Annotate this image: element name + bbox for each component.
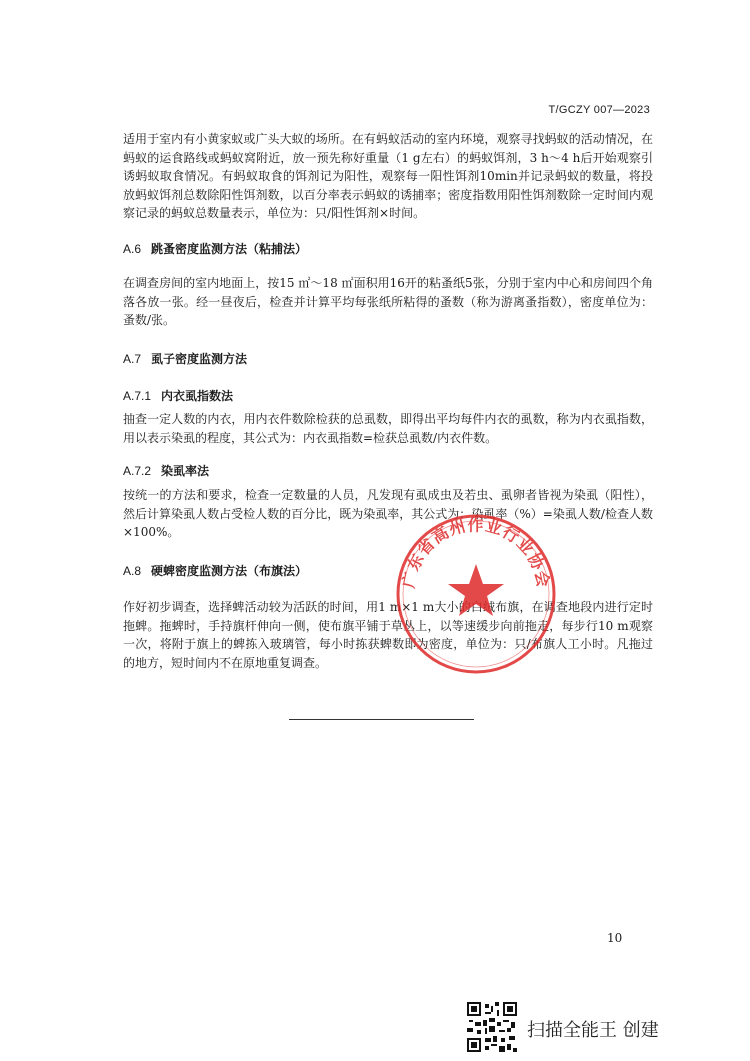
section-heading-a6 xyxy=(123,240,307,257)
section-heading-a7-2 xyxy=(123,462,209,479)
scanner-watermark: 扫描全能王 创建 xyxy=(527,1020,659,1041)
section-heading-a7 xyxy=(123,350,247,367)
section-number: A.7.2 xyxy=(123,464,152,478)
ant-method-paragraph: 适用于室内有小黄家蚁或广头大蚁的场所。在有蚂蚁活动的室内环境，观察寻找蚂蚁的活动情况，在蚂蚁的运食路线或蚂蚁窝附近，放一预先称好重量（1 g左右）的蚂蚁饵剂，3 h～4 h后开始观察引诱蚂蚁取食情况。有蚂蚁取食的饵剂记为阳性，观察每一阳性饵剂10min并记录蚂蚁的数量，将投放蚂蚁饵剂总数除阳性饵剂数，以百分率表示蚂蚁的诱捕率；密度指数用阳性饵剂数除一定时间内观察记录的蚂蚁总数量表示，单位为：只/阳性饵剂×时间。 xyxy=(123,132,653,221)
section-title: 染虱率法 xyxy=(161,464,210,478)
official-seal-stamp xyxy=(394,512,558,676)
section-number: A.7 xyxy=(123,352,142,366)
document-code: T/GCZY 007—2023 xyxy=(548,104,650,116)
section-number: A.8 xyxy=(123,564,142,578)
section-number: A.7.1 xyxy=(123,389,152,403)
section-title: 内衣虱指数法 xyxy=(161,389,234,403)
section-title: 虱子密度监测方法 xyxy=(151,352,248,366)
louse-index-paragraph: 抽查一定人数的内衣，用内衣件数除检获的总虱数，即得出平均每件内衣的虱数，称为内衣虱指数，用以表示染虱的程度，其公式为：内衣虱指数=检获总虱数/内衣件数。 xyxy=(123,412,653,445)
section-title: 跳蚤密度监测方法（粘捕法） xyxy=(151,242,308,256)
section-heading-a8 xyxy=(123,562,307,579)
section-title: 硬蜱密度监测方法（布旗法） xyxy=(151,564,308,578)
flea-method-paragraph: 在调查房间的室内地面上，按15 ㎡～18 ㎡面积用16开的粘蚤纸5张，分别于室内中心和房间四个角落各放一张。经一昼夜后，检查并计算平均每张纸所粘得的蚤数（称为游离蚤指数），密度单位为：蚤数/张。 xyxy=(123,276,653,328)
page-number: 10 xyxy=(607,931,623,945)
svg-text:广东省高州作业行业协会: 广东省高州作业行业协会 xyxy=(398,515,554,590)
section-number: A.6 xyxy=(123,242,142,256)
section-heading-a7-1 xyxy=(123,387,233,404)
qr-code-icon xyxy=(467,1002,517,1052)
end-rule-divider xyxy=(289,719,474,720)
louse-rate-paragraph: 按统一的方法和要求，检查一定数量的人员，凡发现有虱成虫及若虫、虱卵者皆视为染虱（阳性），然后计算染虱人数占受检人数的百分比，既为染虱率，其公式为：染虱率（%）=染虱人数/检查人数×100%。 xyxy=(123,488,653,540)
tick-method-paragraph: 作好初步调查，选择蜱活动较为活跃的时间，用1 m×1 m大小的白绒布旗，在调查地段内进行定时拖蜱。拖蜱时，手持旗杆伸向一侧，使布旗平铺于草丛上，以等速缓步向前拖走，每步行10 m观察一次，将附于旗上的蜱拣入玻璃管，每小时拣获蜱数即为密度，单位为：只/布旗人工小时。凡拖过的地方，短时间内不在原地重复调查。 xyxy=(123,600,654,670)
